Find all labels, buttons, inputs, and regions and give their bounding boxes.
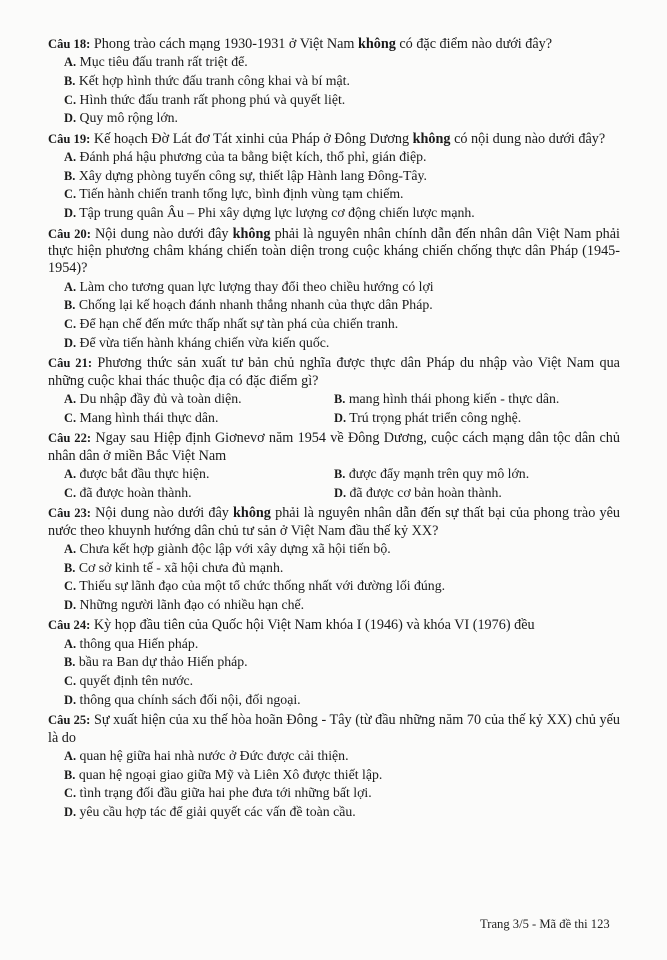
question-stem <box>48 430 620 465</box>
option-text: quan hệ ngoại giao giữa Mỹ và Liên Xô được thiết lập. <box>78 766 383 782</box>
question-stem <box>48 226 620 278</box>
answer-options <box>48 53 620 127</box>
answer-options <box>48 540 620 614</box>
question-block <box>48 430 620 502</box>
option-letter: C. <box>64 316 77 331</box>
answer-option <box>64 148 620 167</box>
option-text: tình trạng đối đầu giữa hai phe đưa tới những bất lợi. <box>79 785 372 801</box>
answer-option <box>64 334 620 353</box>
question-stem <box>48 355 620 390</box>
option-text: quyết định tên nước. <box>79 672 194 688</box>
question-text: Sự xuất hiện của xu thế hòa hoãn Đông - Tây (từ đầu những năm 70 của thế kỷ XX) chủ yếu là do <box>48 712 620 746</box>
question-stem <box>48 712 620 747</box>
answer-options <box>48 635 620 709</box>
answer-option <box>64 390 334 409</box>
answer-option <box>64 540 620 559</box>
question-text: Phương thức sản xuất tư bản chủ nghĩa được thực dân Pháp du nhập vào Việt Nam qua những cuộc khai thác thuộc địa có đặc điểm gì? <box>48 355 620 389</box>
question-text: Phong trào cách mạng 1930-1931 ở Việt Nam <box>90 36 358 52</box>
page-footer: Trang 3/5 - Mã đề thi 123 <box>480 917 610 931</box>
option-letter: C. <box>64 485 77 500</box>
answer-options <box>48 390 620 427</box>
answer-option <box>334 484 620 503</box>
option-text: được bắt đầu thực hiện. <box>79 465 210 481</box>
option-letter: D. <box>64 597 77 612</box>
question-block <box>48 505 620 614</box>
option-letter: A. <box>64 391 77 406</box>
answer-option <box>64 204 620 223</box>
option-letter: B. <box>64 298 76 313</box>
option-letter: B. <box>64 767 76 782</box>
option-letter: D. <box>334 410 347 425</box>
option-letter: C. <box>64 786 77 801</box>
answer-option <box>64 409 334 428</box>
emphasis-word: không <box>233 505 271 522</box>
answer-option <box>64 784 620 803</box>
answer-option <box>64 747 620 766</box>
answer-option <box>64 109 620 128</box>
answer-option <box>64 484 334 503</box>
option-text: quan hệ giữa hai nhà nước ở Đức được cải thiện. <box>79 747 349 763</box>
answer-option <box>64 691 620 710</box>
question-text: Nội dung nào dưới đây <box>90 225 233 242</box>
answer-option <box>64 53 620 72</box>
option-letter: D. <box>64 692 77 707</box>
option-text: đã được cơ bản hoàn thành. <box>349 484 502 500</box>
answer-option <box>64 635 620 654</box>
answer-option <box>334 390 620 409</box>
answer-option <box>64 672 620 691</box>
question-number: Câu 20: <box>48 226 91 241</box>
question-text: có đặc điểm nào dưới đây? <box>395 36 553 52</box>
option-text: Chưa kết hợp giành độc lập với xây dựng xã hội tiến bộ. <box>79 540 391 556</box>
option-letter: B. <box>334 391 346 406</box>
question-number: Câu 21: <box>48 356 93 371</box>
option-letter: B. <box>64 560 76 575</box>
option-text: Chống lại kế hoạch đánh nhanh thắng nhanh của thực dân Pháp. <box>78 297 433 313</box>
question-stem <box>48 131 620 148</box>
emphasis-word: không <box>232 225 271 242</box>
question-text: Ngay sau Hiệp định Giơnevơ năm 1954 về Đông Dương, cuộc cách mạng dân tộc dân chủ nhân dân ở miền Bắc Việt Nam <box>48 430 620 464</box>
option-text: được đẩy mạnh trên quy mô lớn. <box>348 465 530 481</box>
question-number: Câu 22: <box>48 431 92 446</box>
answer-option <box>64 315 620 334</box>
question-text: có nội dung nào dưới đây? <box>450 130 606 147</box>
answer-options <box>48 465 620 502</box>
answer-option <box>64 653 620 672</box>
answer-options <box>48 148 620 222</box>
option-letter: B. <box>64 655 76 670</box>
question-number: Câu 25: <box>48 713 91 728</box>
option-letter: D. <box>64 335 77 350</box>
answer-option <box>64 91 620 110</box>
emphasis-word: không <box>412 130 451 147</box>
question-stem <box>48 617 620 634</box>
option-letter: C. <box>64 187 77 202</box>
answer-option <box>64 296 620 315</box>
option-text: mang hình thái phong kiến - thực dân. <box>348 390 560 406</box>
answer-option <box>334 465 620 484</box>
option-text: bầu ra Ban dự thảo Hiến pháp. <box>78 654 248 670</box>
option-text: Những người lãnh đạo có nhiều hạn chế. <box>79 596 305 612</box>
option-letter: D. <box>64 804 77 819</box>
option-letter: B. <box>334 466 346 481</box>
option-letter: B. <box>64 168 76 183</box>
option-text: Thiếu sự lãnh đạo của một tổ chức thống nhất với đường lối đúng. <box>79 578 446 594</box>
answer-option <box>64 185 620 204</box>
option-text: Hình thức đấu tranh rất phong phú và quyết liệt. <box>79 91 346 107</box>
answer-option <box>64 803 620 822</box>
option-text: thông qua chính sách đối nội, đối ngoại. <box>79 691 301 707</box>
answer-option <box>64 167 620 186</box>
question-stem <box>48 36 620 53</box>
option-letter: C. <box>64 673 77 688</box>
question-block <box>48 131 620 223</box>
answer-option <box>64 465 334 484</box>
option-letter: A. <box>64 150 77 165</box>
answer-options <box>48 747 620 821</box>
answer-options <box>48 278 620 352</box>
question-stem <box>48 505 620 540</box>
emphasis-word: không <box>357 36 396 52</box>
option-text: Tiến hành chiến tranh tổng lực, bình định vùng tạm chiếm. <box>79 186 404 202</box>
question-text: phải là nguyên nhân dẫn đến sự thất bại của phong trào yêu nước theo khuynh hướng dân chủ tư sản ở Việt Nam đầu thế kỷ XX? <box>48 505 620 539</box>
option-letter: A. <box>64 748 77 763</box>
question-block <box>48 355 620 427</box>
question-number: Câu 18: <box>48 37 91 51</box>
option-text: Cơ sở kinh tế - xã hội chưa đủ mạnh. <box>78 559 284 575</box>
option-text: Xây dựng phòng tuyến công sự, thiết lập Hành lang Đông-Tây. <box>78 167 428 183</box>
question-block <box>48 712 620 821</box>
option-letter: A. <box>64 279 77 294</box>
option-letter: C. <box>64 579 77 594</box>
question-number: Câu 24: <box>48 618 91 633</box>
question-number: Câu 19: <box>48 131 91 146</box>
question-number: Câu 23: <box>48 506 91 521</box>
answer-option <box>64 577 620 596</box>
option-letter: B. <box>64 74 76 88</box>
answer-option <box>64 278 620 297</box>
option-letter: A. <box>64 541 77 556</box>
answer-option <box>64 559 620 578</box>
option-letter: A. <box>64 636 77 651</box>
option-letter: A. <box>64 55 77 70</box>
option-letter: C. <box>64 92 77 107</box>
option-text: Để vừa tiến hành kháng chiến vừa kiến quốc. <box>79 334 330 350</box>
option-letter: C. <box>64 410 77 425</box>
option-text: Trú trọng phát triển công nghệ. <box>349 409 522 425</box>
answer-option <box>64 596 620 615</box>
answer-option <box>64 72 620 91</box>
option-text: đã được hoàn thành. <box>79 484 192 500</box>
option-text: Kết hợp hình thức đấu tranh công khai và bí mật. <box>78 73 350 88</box>
question-list <box>48 36 620 824</box>
option-letter: D. <box>64 111 77 126</box>
question-text: Kỳ họp đầu tiên của Quốc hội Việt Nam khóa I (1946) và khóa VI (1976) đều <box>90 617 535 634</box>
option-text: Làm cho tương quan lực lượng thay đổi theo chiều hướng có lợi <box>79 278 434 294</box>
option-text: Mang hình thái thực dân. <box>79 409 219 425</box>
option-letter: A. <box>64 466 77 481</box>
option-text: Quy mô rộng lớn. <box>79 110 179 126</box>
option-letter: D. <box>334 485 347 500</box>
option-text: Đánh phá hậu phương của ta bằng biệt kích, thổ phỉ, gián điệp. <box>79 149 427 165</box>
option-text: Mục tiêu đấu tranh rất triệt để. <box>79 54 248 70</box>
option-text: Để hạn chế đến mức thấp nhất sự tàn phá của chiến tranh. <box>79 315 399 331</box>
option-text: Tập trung quân Âu – Phi xây dựng lực lượng cơ động chiến lược mạnh. <box>79 204 475 220</box>
option-text: thông qua Hiến pháp. <box>79 635 199 651</box>
question-block <box>48 36 620 128</box>
answer-option <box>64 766 620 785</box>
option-text: yêu cầu hợp tác để giải quyết các vấn đề toàn cầu. <box>79 803 356 819</box>
option-letter: D. <box>64 205 77 220</box>
question-text: Kế hoạch Đờ Lát đơ Tát xinhi của Pháp ở Đông Dương <box>90 130 413 147</box>
option-text: Du nhập đầy đủ và toàn diện. <box>79 390 242 406</box>
question-text: Nội dung nào dưới đây <box>90 505 234 522</box>
question-block <box>48 617 620 709</box>
answer-option <box>334 409 620 428</box>
question-text: phải là nguyên nhân chính dẫn đến nhân dân Việt Nam phải thực hiện phương châm kháng chiến toàn diện trong cuộc kháng chiến chống thực dân Pháp (1945-1954)? <box>48 225 620 277</box>
question-block <box>48 226 620 353</box>
